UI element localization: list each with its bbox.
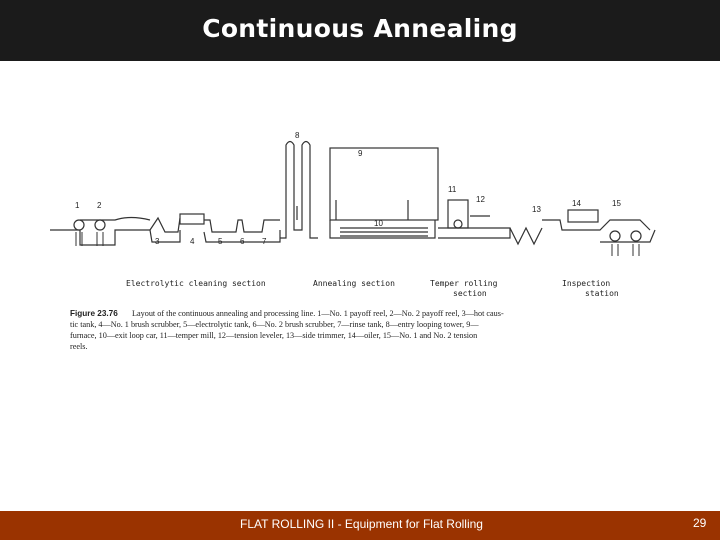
section-temper-1: Temper rolling [430, 279, 498, 288]
brush-scrubber-1 [180, 214, 204, 224]
callout-1: 1 [75, 201, 80, 210]
oiler [568, 210, 598, 222]
title-bar [0, 0, 720, 61]
callout-12: 12 [476, 195, 485, 204]
callout-13: 13 [532, 205, 541, 214]
callout-15: 15 [612, 199, 621, 208]
callout-8: 8 [295, 131, 300, 140]
section-temper-2: section [453, 289, 487, 298]
payoff-reel-1 [74, 220, 84, 230]
payoff-reel-2 [95, 220, 105, 230]
figure-label: Figure 23.76 [70, 309, 118, 318]
callout-10: 10 [374, 219, 383, 228]
section-electrolytic: Electrolytic cleaning section [126, 279, 266, 288]
strip-path [80, 218, 150, 221]
tension-reel-2 [631, 231, 641, 241]
looping-tower [280, 142, 318, 239]
callout-7: 7 [262, 237, 267, 246]
callout-9: 9 [358, 149, 363, 158]
callout-6: 6 [240, 237, 245, 246]
electrolytic-tank [204, 220, 280, 232]
callout-14: 14 [572, 199, 581, 208]
callout-2: 2 [97, 201, 102, 210]
trimmer-loops [510, 228, 542, 244]
callout-4: 4 [190, 237, 195, 246]
caption-line-4: reels. [70, 342, 88, 351]
footer-bar [0, 511, 720, 540]
annealing-line-figure [40, 120, 680, 380]
page-number: 29 [693, 516, 707, 530]
section-annealing: Annealing section [313, 279, 395, 288]
footer-text: FLAT ROLLING II - Equipment for Flat Rolling [240, 517, 483, 531]
temper-mill [448, 200, 468, 228]
floor-line [50, 230, 150, 245]
section-inspection-1: Inspection [562, 279, 611, 288]
caption-line-3: furnace, 10—exit loop car, 11—temper mill, 12—tension leveler, 13—side trimmer, 14—oiler, 15—No. 1 and No. 2 tension [70, 331, 478, 340]
tension-reel-1 [610, 231, 620, 241]
section-inspection-2: station [585, 289, 619, 298]
caption-line-1: Layout of the continuous annealing and processing line. 1—No. 1 payoff reel, 2—No. 2 payoff reel, 3—hot caus- [132, 309, 504, 318]
callout-3: 3 [155, 237, 160, 246]
caustic-tank [150, 218, 180, 232]
slide-title: Continuous Annealing [202, 14, 518, 43]
callout-11: 11 [448, 185, 457, 194]
furnace [330, 148, 438, 220]
caption-line-2: tic tank, 4—No. 1 brush scrubber, 5—electrolytic tank, 6—No. 2 brush scrubber, 7—rinse tank, 8—entry looping tower, 9— [70, 320, 479, 329]
callout-5: 5 [218, 237, 223, 246]
